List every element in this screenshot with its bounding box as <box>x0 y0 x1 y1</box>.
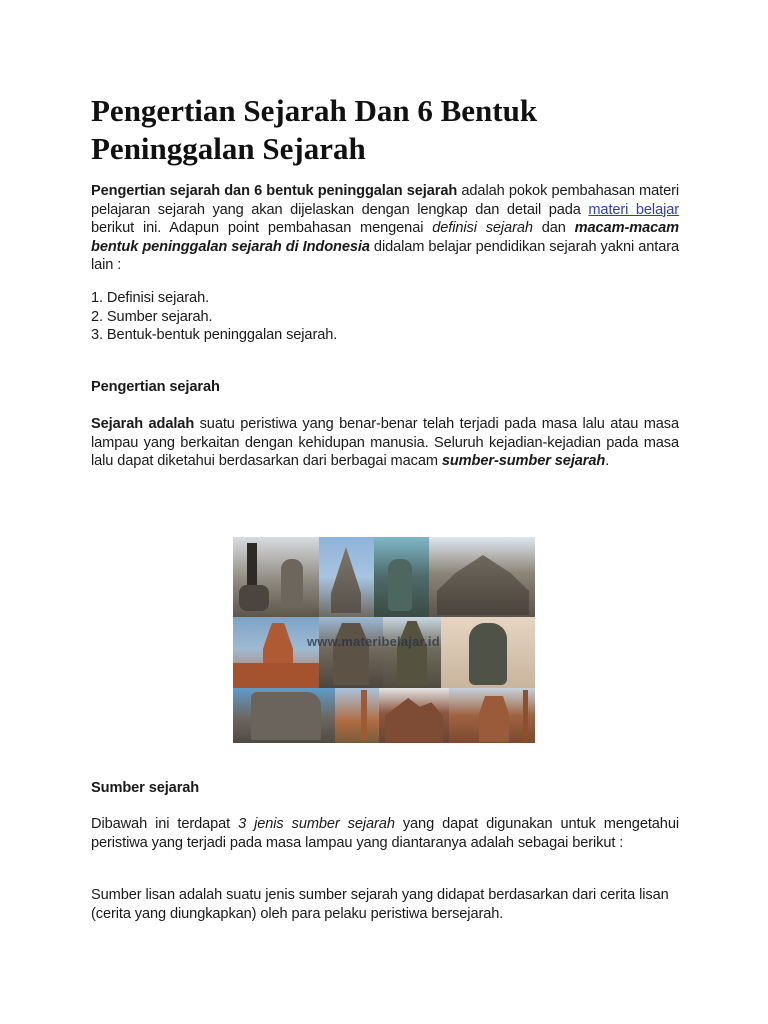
definition-text-1: suatu peristiwa yang benar-benar telah terjadi pada masa lalu atau masa lampau yang berkaitan dengan kehidupan manusia. Seluruh kejadian-kejadian pada masa lalu dapat diketahui berdasarkan dari berbagai macam <box>91 416 679 470</box>
title-line-1: Pengertian Sejarah Dan 6 Bentuk <box>91 93 538 128</box>
sources-text-1: Dibawah ini terdapat <box>91 816 239 832</box>
tower-photo <box>335 688 379 743</box>
tall-temple-photo <box>383 617 441 688</box>
seated-statue-photo <box>441 617 535 688</box>
intro-text-4: didalam belajar pendidikan sejarah yakni antara lain : <box>91 238 679 274</box>
sources-text-2: yang dapat digunakan untuk mengetahui peristiwa yang terjadi pada masa lampau yang diantaranya adalah sebagai berikut : <box>91 816 679 851</box>
collage-row-1 <box>233 537 535 617</box>
collage-row-3 <box>233 688 535 743</box>
definition-bold-lead: Sejarah adalah <box>91 416 195 432</box>
point-item: 1. Definisi sejarah. <box>91 290 210 306</box>
red-brick-gate-photo <box>233 617 319 688</box>
collage-row-2 <box>233 617 535 688</box>
intro-text-3: dan <box>532 220 575 237</box>
brick-complex-photo <box>449 688 535 743</box>
page-title <box>91 92 691 168</box>
definition-bold-italic: sumber-sumber sejarah <box>441 453 606 470</box>
points-list <box>91 289 679 345</box>
heading-sumber-sejarah: Sumber sejarah <box>91 780 200 796</box>
intro-text-1: adalah pokok pembahasan materi pelajaran sejarah yang akan dijelaskan dengan lengkap dan detail pada <box>91 183 680 218</box>
title-line-2: Peninggalan Sejarah <box>91 131 366 166</box>
brick-temple-photo <box>379 688 449 743</box>
intro-bold-lead: Pengertian sejarah dan 6 bentuk peninggalan sejarah <box>91 183 458 199</box>
stone-temple-photo <box>319 617 383 688</box>
point-item: 2. Sumber sejarah. <box>91 308 213 325</box>
prambanan-photo <box>319 537 374 617</box>
temple-collage-image <box>233 537 535 743</box>
intro-paragraph <box>91 182 679 275</box>
stupa-photo <box>233 537 319 617</box>
definition-paragraph <box>91 415 679 471</box>
heading-pengertian-sejarah: Pengertian sejarah <box>91 379 220 395</box>
intro-text-2: berikut ini. Adapun point pembahasan mengenai <box>91 220 433 237</box>
point-item: 3. Bentuk-bentuk peninggalan sejarah. <box>91 327 338 344</box>
sources-paragraph <box>91 815 679 852</box>
intro-italic-definisi: definisi sejarah <box>432 220 533 237</box>
ruins-photo <box>233 688 335 743</box>
buddha-statue-photo <box>374 537 429 617</box>
materi-belajar-link[interactable]: materi belajar <box>588 201 680 218</box>
intro-bold-italic-macam: macam-macam bentuk peninggalan sejarah di Indonesia <box>91 220 680 255</box>
definition-text-2: . <box>605 453 610 470</box>
oral-source-paragraph: Sumber lisan adalah suatu jenis sumber sejarah yang didapat berdasarkan dari cerita lisan (cerita yang diungkapkan) oleh para pelaku peristiwa bersejarah. <box>91 887 669 922</box>
image-watermark: www.materibelajar.id <box>307 634 440 649</box>
sources-italic: 3 jenis sumber sejarah <box>238 816 395 832</box>
borobudur-photo <box>429 537 535 617</box>
